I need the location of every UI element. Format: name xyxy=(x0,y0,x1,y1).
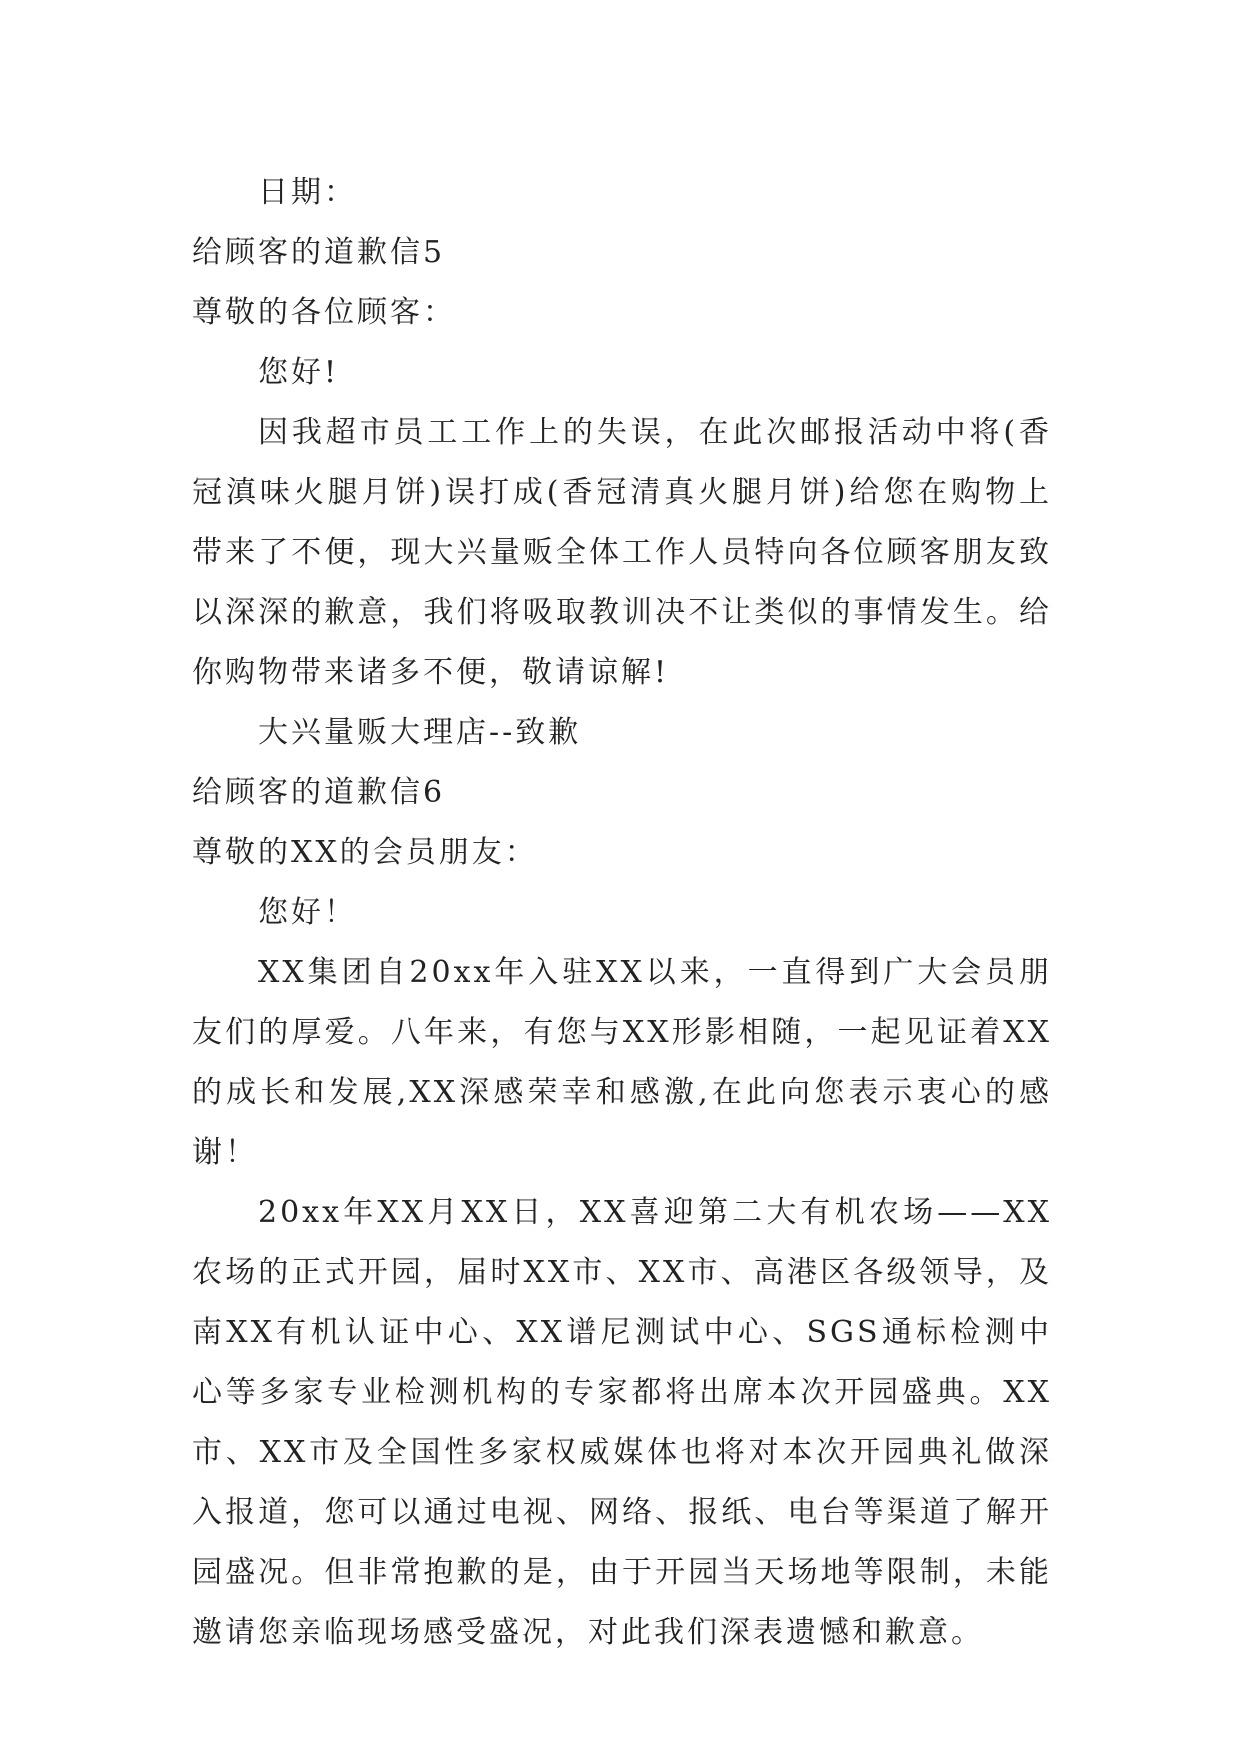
letter5-signature: 大兴量贩大理店--致歉 xyxy=(258,715,582,750)
date-line: 日期： xyxy=(258,175,357,210)
letter6-salutation: 尊敬的XX的会员朋友： xyxy=(192,835,538,870)
letter6-greeting: 您好！ xyxy=(258,895,357,930)
letter5-title: 给顾客的道歉信5 xyxy=(192,235,446,270)
letter6-title: 给顾客的道歉信6 xyxy=(192,775,446,810)
letter5-body: 因我超市员工工作上的失误，在此次邮报活动中将(香冠滇味火腿月饼)误打成(香冠清真火腿月饼)给您在购物上带来了不便，现大兴量贩全体工作人员特向各位顾客朋友致以深深的歉意，我们将吸取教训决不让类似的事情发生。给你购物带来诸多不便，敬请谅解! xyxy=(192,415,1052,690)
letter6-paragraph-2: 20xx年XX月XX日，XX喜迎第二大有机农场——XX农场的正式开园，届时XX市、XX市、高港区各级领导，及南XX有机认证中心、XX谱尼测试中心、SGS通标检测中心等多家专业检测机构的专家都将出席本次开园盛典。XX市、XX市及全国性多家权威媒体也将对本次开园典礼做深入报道，您可以通过电视、网络、报纸、电台等渠道了解开园盛况。但非常抱歉的是，由于开园当天场地等限制，未能邀请您亲临现场感受盛况，对此我们深表遗憾和歉意。 xyxy=(192,1195,1052,1650)
letter5-greeting: 您好! xyxy=(258,355,340,390)
letter5-salutation: 尊敬的各位顾客： xyxy=(192,295,456,330)
document-body xyxy=(192,163,1052,1663)
letter6-paragraph-1: XX集团自20xx年入驻XX以来，一直得到广大会员朋友们的厚爱。八年来，有您与XX形影相随，一起见证着XX的成长和发展,XX深感荣幸和感激,在此向您表示衷心的感谢！ xyxy=(192,955,1052,1170)
